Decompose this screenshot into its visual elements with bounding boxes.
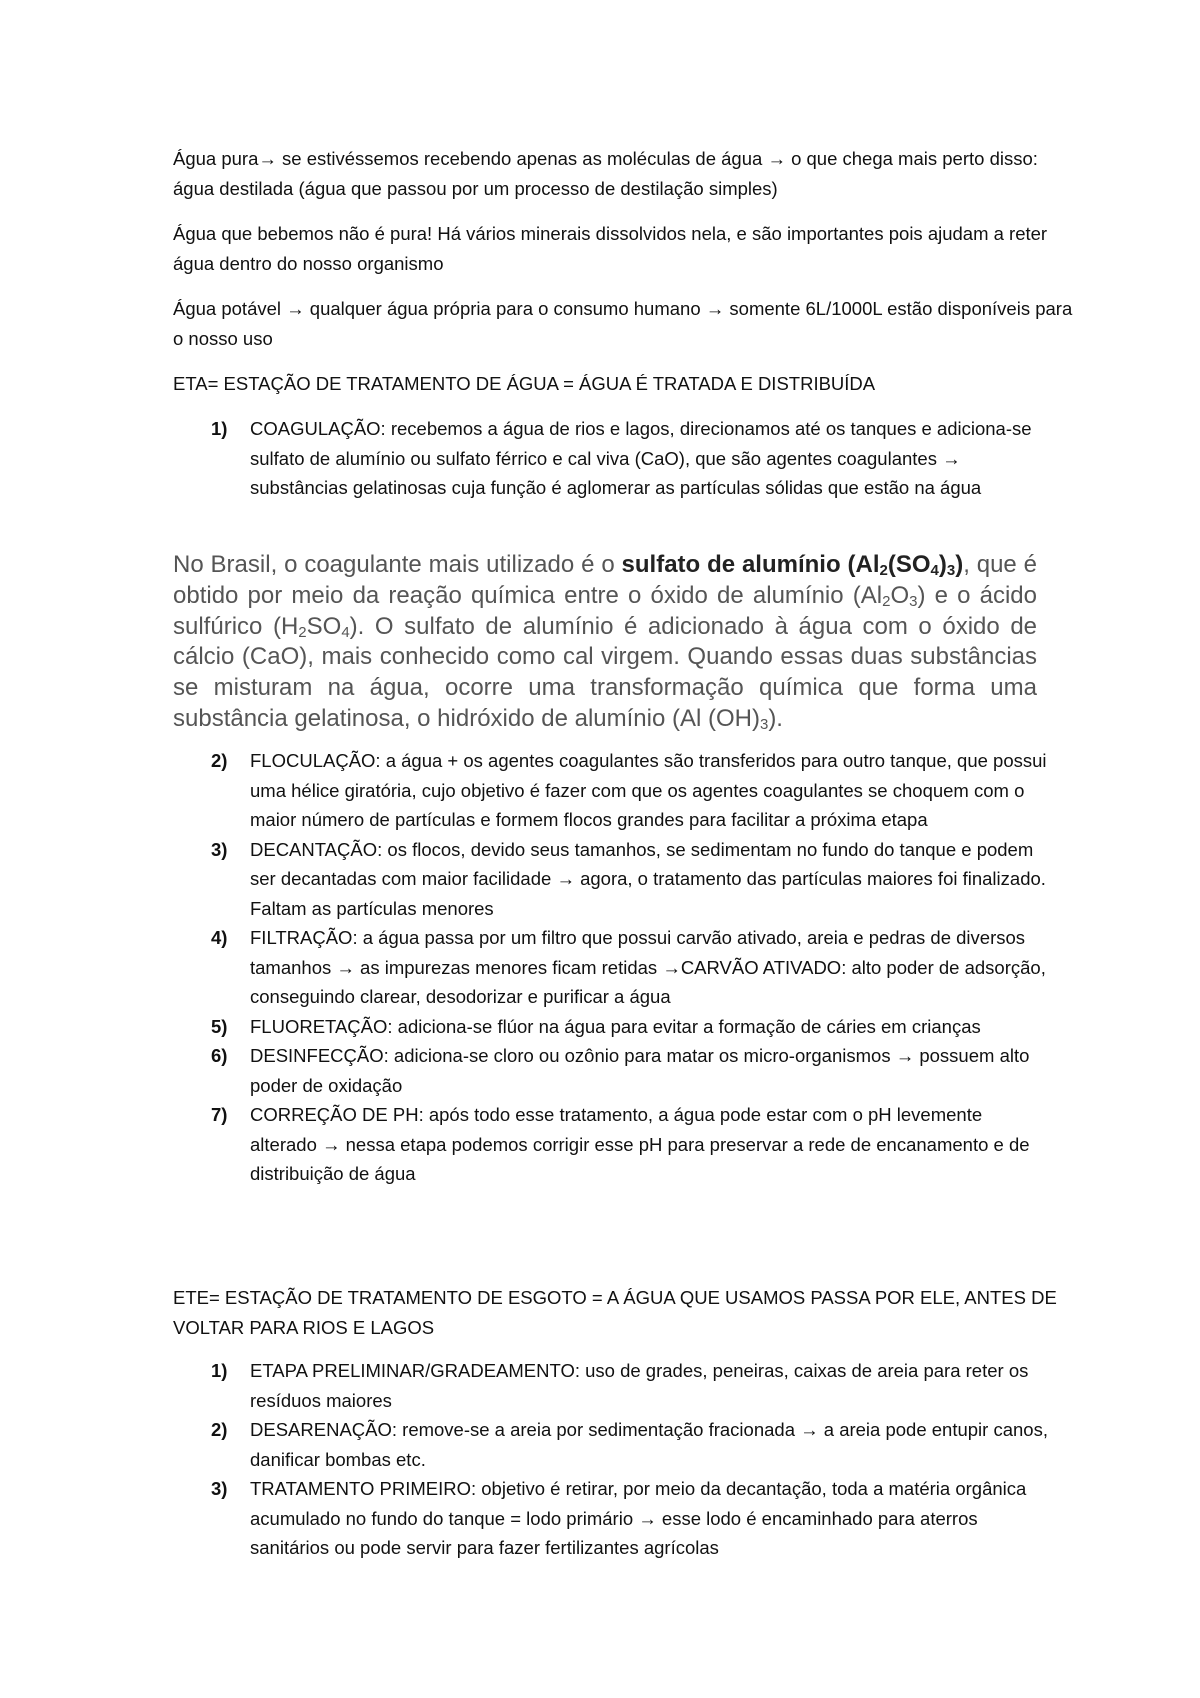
text: os flocos, devido seus tamanhos, se sedimentam no fundo do tanque e podem ser decantadas com maior facilidade — [250, 838, 1034, 889]
arrow-right-icon: → — [705, 298, 725, 319]
eta-list-part2 — [173, 746, 1053, 1189]
list-item — [173, 1100, 1053, 1189]
item-number: 5) — [211, 1015, 228, 1037]
item-number: 1) — [211, 418, 228, 439]
text: , que é obtido por meio da reação química entre o óxido de alumínio (Al — [173, 551, 1037, 609]
bold-text — [622, 551, 964, 578]
text: adiciona-se cloro ou ozônio para matar os micro-organismos — [388, 1045, 896, 1066]
text: CARVÃO ATIVADO: — [680, 956, 847, 978]
text: O — [890, 581, 910, 609]
text: a água + os agentes coagulantes são transferidos para outro tanque, que possui uma hélice giratória, cujo objetivo é fazer com que os agentes coagulantes se choquem com o maior número de partículas e formem flocos grandes para facilitar a próxima etapa — [250, 750, 1047, 830]
item-title: FILTRAÇÃO: — [250, 927, 358, 948]
text: a areia pode entupir canos, danificar bombas etc. — [250, 1419, 1048, 1470]
subscript: 3 — [759, 715, 769, 733]
text: ) — [938, 551, 947, 578]
text: somente 6L/1000L estão disponíveis para o nosso uso — [173, 298, 1073, 349]
list-item — [173, 835, 1053, 924]
item-title: DESARENAÇÃO: — [250, 1419, 398, 1440]
arrow-right-icon: → — [336, 956, 355, 978]
arrow-right-icon: → — [942, 447, 961, 469]
text: objetivo é retirar, por meio da decantação, toda a matéria orgânica acumulado no fundo do tanque = lodo primário — [250, 1478, 1027, 1529]
list-item — [173, 414, 1053, 503]
item-title: CORREÇÃO DE PH: — [250, 1104, 424, 1125]
text: possuem alto poder de oxidação — [250, 1045, 1030, 1096]
text: alto poder de adsorção, conseguindo clarear, desodorizar e purificar a água — [250, 956, 1046, 1007]
eta-heading: ETA= ESTAÇÃO DE TRATAMENTO DE ÁGUA = ÁGUA É TRATADA E DISTRIBUÍDA — [173, 373, 876, 394]
text: se estivéssemos recebendo apenas as moléculas de água — [276, 148, 768, 169]
item-number: 1) — [211, 1360, 228, 1381]
text: sulfato de alumínio (Al — [621, 551, 880, 578]
subscript: 4 — [341, 623, 350, 641]
item-title: DECANTAÇÃO: — [250, 838, 383, 860]
text: ) — [955, 551, 964, 578]
arrow-right-icon: → — [662, 956, 681, 978]
text: Água pura — [173, 148, 259, 169]
text: agora, o tratamento das partículas maiores foi finalizado. Faltam as partículas menores — [250, 868, 1046, 919]
text: SO — [306, 612, 342, 640]
text: qualquer água própria para o consumo humano — [304, 298, 706, 319]
arrow-right-icon: → — [322, 1133, 341, 1155]
text: adiciona-se flúor na água para evitar a formação de cáries em crianças — [392, 1015, 981, 1037]
arrow-right-icon: → — [895, 1045, 915, 1066]
paragraph-brazil-coagulant — [173, 550, 1037, 735]
text: recebemos a água de rios e lagos, direcionamos até os tanques e adiciona-se sulfato de alumínio ou sulfato férrico e cal viva (CaO), que são agentes coagulantes — [250, 418, 1032, 469]
item-title: DESINFECÇÃO: — [250, 1045, 389, 1066]
text: No Brasil, o coagulante mais utilizado é o — [173, 551, 622, 578]
eta-list-part1 — [173, 414, 1053, 503]
text: ). O sulfato de alumínio é adicionado à água com o óxido de cálcio (CaO), mais conhecido como cal virgem. Quando essas duas substâncias se misturam na água, ocorre uma transformação química que forma uma substância gelatinosa, o hidróxido de alumínio (Al (OH) — [173, 612, 1038, 732]
item-title: FLUORETAÇÃO: — [250, 1015, 393, 1037]
arrow-right-icon: → — [258, 148, 277, 169]
list-item — [173, 746, 1053, 835]
text: nessa etapa podemos corrigir esse pH para preservar a rede de encanamento e de distribuição de água — [250, 1133, 1030, 1184]
text: uso de grades, peneiras, caixas de areia para reter os resíduos maiores — [250, 1360, 1029, 1411]
list-item — [173, 1356, 1053, 1415]
item-number: 6) — [211, 1045, 228, 1066]
ete-heading: ETE= ESTAÇÃO DE TRATAMENTO DE ESGOTO = A ÁGUA QUE USAMOS PASSA POR ELE, ANTES DE VOLTAR PARA RIOS E LAGOS — [173, 1287, 1057, 1338]
text: esse lodo é encaminhado para aterros sanitários ou pode servir para fazer fertilizantes agrícolas — [250, 1507, 978, 1558]
arrow-right-icon: → — [767, 148, 786, 169]
text: ). — [768, 704, 783, 732]
item-title: FLOCULAÇÃO: — [250, 750, 381, 771]
text: as impurezas menores ficam retidas — [354, 956, 663, 978]
item-number: 7) — [211, 1104, 228, 1125]
text: após todo esse tratamento, a água pode estar com o pH levemente alterado — [250, 1104, 983, 1155]
list-item — [173, 1474, 1053, 1563]
arrow-right-icon: → — [556, 868, 575, 889]
item-number: 2) — [211, 750, 228, 771]
text: Água potável — [173, 298, 287, 319]
subscript: 2 — [298, 623, 307, 641]
list-item — [173, 1415, 1053, 1474]
arrow-right-icon: → — [638, 1507, 657, 1529]
subscript: 4 — [930, 562, 939, 579]
arrow-right-icon: → — [286, 298, 305, 319]
text: substâncias gelatinosas cuja função é aglomerar as partículas sólidas que estão na água — [250, 477, 982, 498]
text: a água passa por um filtro que possui carvão ativado, areia e pedras de diversos tamanhos — [250, 927, 1026, 978]
item-number: 3) — [211, 1478, 228, 1499]
text: (SO — [887, 551, 931, 578]
subscript: 3 — [946, 562, 956, 579]
item-title: ETAPA PRELIMINAR/GRADEAMENTO: — [250, 1360, 580, 1381]
subscript: 2 — [882, 592, 891, 610]
list-item — [173, 923, 1053, 1012]
text: o que chega mais perto disso: água destilada (água que passou por um processo de destilação simples) — [173, 148, 1038, 199]
item-number: 2) — [211, 1419, 228, 1440]
item-number: 4) — [211, 927, 228, 948]
subscript: 3 — [909, 592, 918, 610]
item-title: TRATAMENTO PRIMEIRO: — [250, 1478, 477, 1499]
item-title: COAGULAÇÃO: — [250, 418, 386, 439]
paragraph-drinking-water: Água que bebemos não é pura! Há vários minerais dissolvidos nela, e são importantes pois ajudam a reter água dentro do nosso organismo — [173, 223, 1048, 274]
paragraph-potable-water — [173, 294, 1073, 354]
paragraph-pure-water — [173, 144, 1073, 204]
list-item — [173, 1012, 1053, 1042]
subscript: 2 — [879, 562, 888, 579]
text: ) e o ácido sulfúrico (H — [173, 581, 1037, 640]
list-item — [173, 1041, 1053, 1100]
arrow-right-icon: → — [800, 1419, 819, 1440]
text: remove-se a areia por sedimentação fracionada — [397, 1419, 801, 1440]
item-number: 3) — [211, 838, 228, 860]
ete-list — [173, 1356, 1053, 1563]
